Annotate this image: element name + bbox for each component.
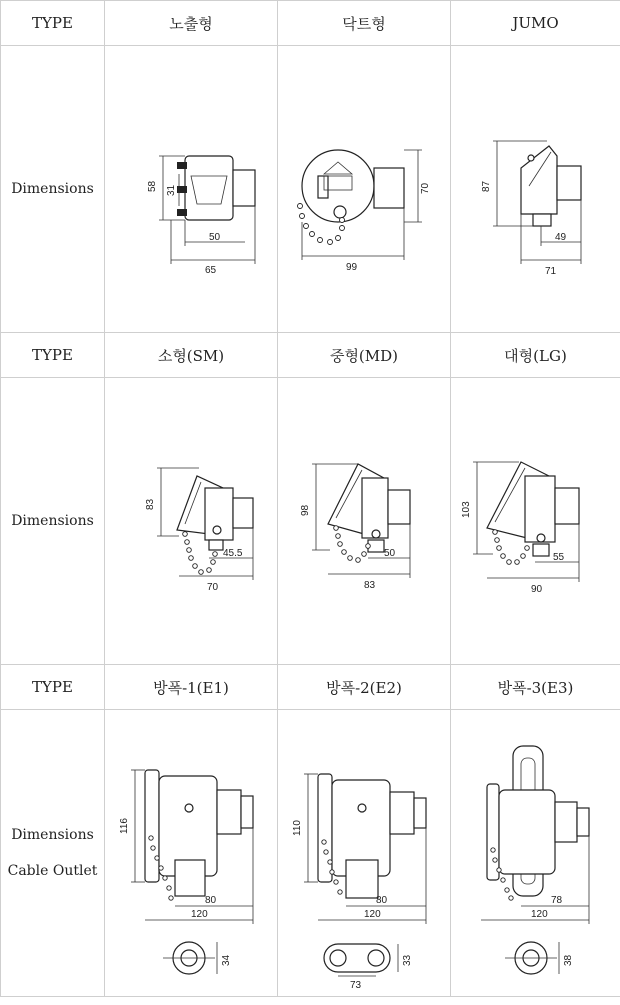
explosion-proof-2-drawing <box>278 710 451 996</box>
dim-width-inner: 80 <box>205 895 217 906</box>
drawing-cell <box>451 710 620 997</box>
type-name: 노출형 <box>105 1 278 46</box>
dim-width-total: 90 <box>531 584 543 595</box>
cable-outlet-drawing <box>324 944 413 991</box>
dim-outlet: 34 <box>221 954 232 966</box>
drawing-cell <box>278 378 451 665</box>
cable-outlet-drawing <box>505 942 574 974</box>
drawing-cell <box>105 378 278 665</box>
type-label: TYPE <box>1 1 105 46</box>
dim-height: 70 <box>420 182 431 194</box>
dim-width-inner: 78 <box>551 895 563 906</box>
dim-width-total: 65 <box>205 265 217 276</box>
dim-width-total: 120 <box>364 909 381 920</box>
dim-height: 110 <box>292 820 303 836</box>
dim-width-total: 71 <box>545 266 557 277</box>
explosion-proof-1-drawing <box>105 710 278 996</box>
medium-head-drawing <box>278 378 451 664</box>
dim-outlet-spacing: 73 <box>350 980 362 991</box>
large-head-drawing <box>451 378 620 664</box>
dimension-row-2 <box>1 378 620 665</box>
type-label: TYPE <box>1 665 105 710</box>
explosion-proof-3-drawing <box>451 710 620 996</box>
type-name: 중형(MD) <box>278 333 451 378</box>
type-name: 소형(SM) <box>105 333 278 378</box>
dim-height: 87 <box>481 180 492 192</box>
cable-outlet-drawing <box>163 942 232 974</box>
dim-width-inner: 80 <box>376 895 388 906</box>
drawing-cell <box>278 710 451 997</box>
dim-width-inner: 45.5 <box>223 548 243 559</box>
type-name: 방폭-1(E1) <box>105 665 278 710</box>
header-row-1 <box>1 1 620 46</box>
type-name: 닥트형 <box>278 1 451 46</box>
dim-outlet: 38 <box>563 954 574 966</box>
dim-width-total: 70 <box>207 582 219 593</box>
row-label-cell <box>1 710 105 997</box>
drawing-cell <box>105 710 278 997</box>
type-name: JUMO <box>451 1 620 46</box>
duct-head-drawing <box>278 46 451 332</box>
row-label: Dimensions <box>11 827 94 843</box>
type-name: 대형(LG) <box>451 333 620 378</box>
dim-height: 103 <box>461 501 472 518</box>
dim-width-inner: 49 <box>555 232 567 243</box>
exposed-head-drawing <box>105 46 278 332</box>
type-label: TYPE <box>1 333 105 378</box>
dim-height: 58 <box>147 180 158 192</box>
dim-width-total: 83 <box>364 580 376 591</box>
dim-height: 98 <box>300 504 311 516</box>
type-name: 방폭-2(E2) <box>278 665 451 710</box>
dim-width-total: 120 <box>531 909 548 920</box>
small-head-drawing <box>105 378 278 664</box>
jumo-head-drawing <box>451 46 620 332</box>
dim-outlet: 33 <box>402 954 413 966</box>
dim-width-total: 120 <box>191 909 208 920</box>
header-row-3 <box>1 665 620 710</box>
dimension-row-1 <box>1 46 620 333</box>
header-row-2 <box>1 333 620 378</box>
dim-width-total: 99 <box>346 262 358 273</box>
drawing-cell <box>451 378 620 665</box>
dim-inner: 31 <box>166 184 177 196</box>
dim-height: 116 <box>119 818 130 834</box>
type-name: 방폭-3(E3) <box>451 665 620 710</box>
row-label: Cable Outlet <box>7 863 98 879</box>
drawing-cell <box>451 46 620 333</box>
dimension-row-3 <box>1 710 620 997</box>
dim-width-inner: 50 <box>384 548 396 559</box>
drawing-cell <box>278 46 451 333</box>
row-label: Dimensions <box>1 46 105 333</box>
row-label: Dimensions <box>1 378 105 665</box>
dim-width-inner: 55 <box>553 552 565 563</box>
dim-height: 83 <box>145 498 156 510</box>
drawing-cell <box>105 46 278 333</box>
dim-width-inner: 50 <box>209 232 221 243</box>
